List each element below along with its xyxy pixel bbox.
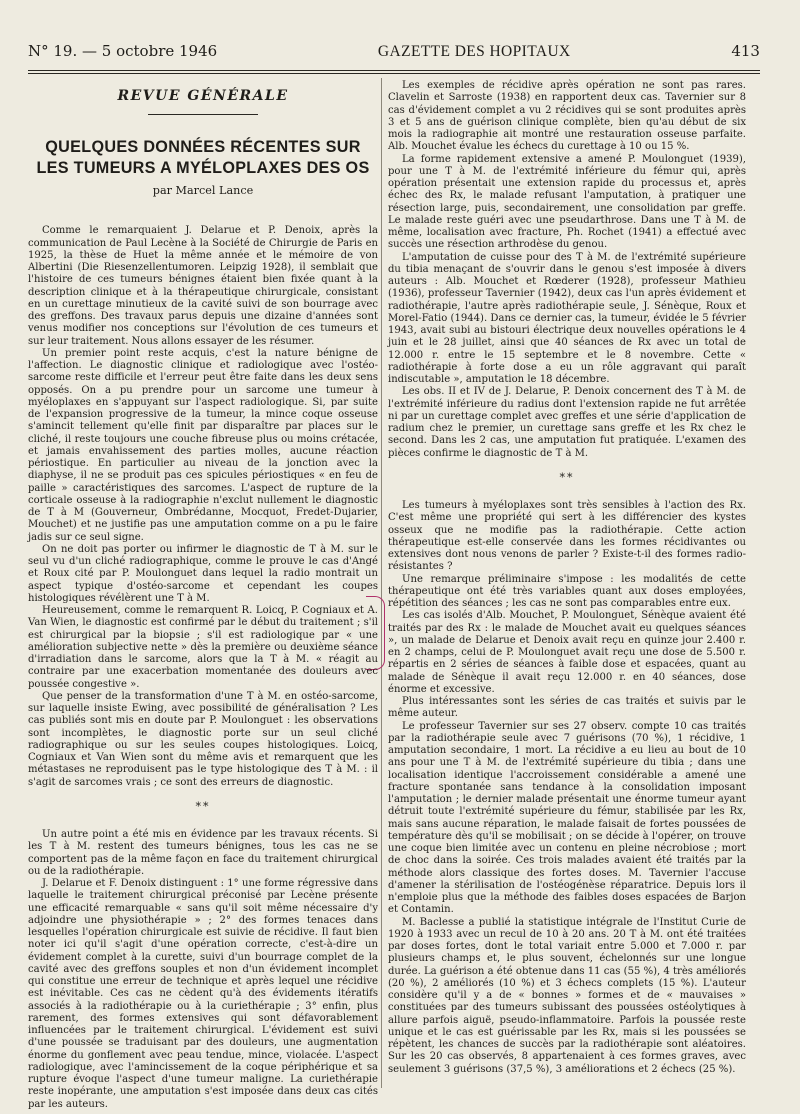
left-text-block-1 <box>28 225 378 789</box>
paragraph: J. Delarue et F. Denoix distinguent : 1° une forme régressive dans laquelle le traitement chirurgical préconisé par Lecène présente une efficacité remarquable « sans qu'il soit même nécessaire d'y adjoindre une physiothérapie » ; 2° des formes tenaces dans lesquelles l'opération chirurgicale est suivie de récidive. Il faut bien noter ici qu'il s'agit d'une opération correcte, c'est-à-dire un évidement complet à la curette, suivi d'un bourrage complet de la cavité avec des greffons souples et non d'un évidement incomplet qui constitue une erreur de technique et après lequel une récidive est inévitable. Ces cas ne cèdent qu'à des évidements itératifs associés à la radiothérapie ou à la curiethérapie ; 3° enfin, plus rarement, des formes extensives qui sont défavorablement influencées par le traitement chirurgical. L'évidement est suivi d'une poussée se traduisant par des douleurs, une augmentation énorme du gonflement avec peau tendue, mince, violacée. L'aspect radiologique, avec l'amincissement de la coque périphérique et sa rupture évoque l'aspect d'une tumeur maligne. La curiethérapie reste inopérante, une amputation s'est imposée dans deux cas cités par les auteurs. <box>28 878 378 1110</box>
paragraph: Les tumeurs à myéloplaxes sont très sensibles à l'action des Rx. C'est même une propriété qui sert à les différencier des kystes osseux que ne modifie pas la radiothérapie. Cette action thérapeutique est-elle conservée dans les formes récidivantes ou extensives dont nous venons de parler ? Existe-t-il des formes radio-résistantes ? <box>388 500 746 573</box>
paragraph: Les cas isolés d'Alb. Mouchet, P. Moulonguet, Sénèque avaient été traités par des Rx : le malade de Mouchet avait eu quelques séances », un malade de Delarue et Denoix avait reçu en quinze jour 2.400 r. en 2 champs, celui de P. Moulonguet avait reçu une dose de 5.500 r. répartis en 2 séries de séances à faible dose et espacées, quant au malade de Sénèque il avait reçu 12.000 r. en 40 séances, dose énorme et excessive. <box>388 610 746 695</box>
paragraph: Que penser de la transformation d'une T à M. en ostéo-sarcome, sur laquelle insiste Ewing, avec possibilité de généralisation ? Les cas publiés sont mis en doute par P. Moulonguet : les observations sont incomplètes, le diagnostic porte sur un seul cliché radiographique ou sur les seules coupes histologiques. Loicq, Cogniaux et Van Wien sont du même avis et remarquent que les métastases ne reproduisent pas le type histologique des T à M. : il s'agit de sarcomes vrais ; ce sont des erreurs de diagnostic. <box>28 690 378 788</box>
paragraph: M. Baclesse a publié la statistique intégrale de l'Institut Curie de 1920 à 1933 avec un recul de 10 à 20 ans. 20 T à M. ont été traitées par doses fortes, dont le total variait entre 5.000 et 7.000 r. par plusieurs champs et, le plus souvent, échelonnés sur une longue durée. La guérison a été obtenue dans 11 cas (55 %), 4 très améliorés (20 %), 2 améliorés (10 %) et 3 échecs complets (15 %). L'auteur considère qu'il y a de « bonnes » formes et de « mauvaises » constituées par des tumeurs subissant des poussées ostéolytiques à allure parfois aiguë, pseudo-inflammatoire. Parfois la poussée reste unique et le cas est guérissable par les Rx, mais si les poussées se répètent, les chances de succès par la radiothérapie sont aléatoires. Sur les 20 cas observés, 8 appartenaient à ces formes graves, avec seulement 3 guérisons (37,5 %), 3 améliorations et 2 échecs (25 %). <box>388 916 746 1075</box>
paragraph: Le professeur Tavernier sur ses 27 observ. compte 10 cas traités par la radiothérapie seule avec 7 guérisons (70 %), 1 récidive, 1 amputation secondaire, 1 mort. La récidive a eu lieu au bout de 10 ans pour une T à M. de l'extrémité supérieure du tibia ; dans une localisation identique l'accroissement considérable a amené une fracture spontanée sans tendance à la consolidation imposant l'amputation ; le dernier malade présentait une énorme tumeur ayant détruit toute l'extrémité supérieure du fémur, stabilisée par les Rx, mais sans aucune réparation, le malade faisait de fortes poussées de température dès qu'il se mobilisait ; on se décide à l'opérer, on trouve une coque bien limitée avec un contenu en pleine nécrobiose ; mort de choc dans la soirée. Ces trois malades avaient été traités par la méthode alors classique des fortes doses. M. Tavernier l'accuse d'amener la stérilisation de l'ostéogénèse réparatrice. Depuis lors il n'emploie plus que la méthode des faibles doses espacées de Barjon et Contamin. <box>388 720 746 916</box>
paragraph: Un premier point reste acquis, c'est la nature bénigne de l'affection. Le diagnostic clinique et radiologique avec l'ostéo-sarcome reste difficile et l'erreur peut être faite dans les deux sens opposés. On a pu prendre pour un sarcome une tumeur à myéloplaxes en s'appuyant sur l'aspect radiologique. Si, par suite de l'expansion progressive de la tumeur, la mince coque osseuse s'amincit tellement qu'elle finit par disparaître par places sur le cliché, il reste toujours une couche fibreuse plus ou moins crétacée, et jamais envahissement des parties molles, aucune réaction périostique. En particulier au niveau de la jonction avec la diaphyse, il ne se produit pas ces spicules périostiques « en feu de paille » caractéristiques des sarcomes. L'aspect de rupture de la corticale osseuse à la radiographie n'exclut nullement le diagnostic de T à M (Gouverneur, Ombrédanne, Mocquot, Fredet-Dujarier, Mouchet) et ne justifie pas une amputation comme on a pu le faire jadis sur ce seul signe. <box>28 347 378 543</box>
paragraph: On ne doit pas porter ou infirmer le diagnostic de T à M. sur le seul vu d'un cliché radiographique, comme le prouve le cas d'Angé et Roux cité par P. Moulonguet dans lequel la radio montrait un aspect typique d'ostéo-sarcome et cependant les coupes histologiques révélèrent une T à M. <box>28 543 378 604</box>
running-header <box>28 42 760 72</box>
left-text-block-2 <box>28 829 378 1111</box>
journal-title: GAZETTE DES HOPITAUX <box>377 43 571 60</box>
paragraph: Les exemples de récidive après opération ne sont pas rares. Clavelin et Sarroste (1938) en rapportent deux cas. Tavernier sur 8 cas d'évidement complet a vu 2 récidives qui se sont produites après 3 et 5 ans de guérison clinique complète, bien qu'au début de six mois la radiographie ait montré une restauration osseuse parfaite. Alb. Mouchet évalue les échecs du curettage à 10 ou 15 %. <box>388 80 746 153</box>
section-separator: ** <box>195 799 211 813</box>
column-divider <box>381 78 382 1088</box>
right-column <box>388 80 746 1076</box>
right-text-block-1 <box>388 80 746 460</box>
header-rule-double <box>28 73 760 74</box>
header-rule <box>28 70 760 71</box>
section-rubric: REVUE GÉNÉRALE <box>117 88 289 104</box>
right-text-block-2 <box>388 500 746 1076</box>
page-number: 413 <box>731 42 760 60</box>
paragraph: Une remarque préliminaire s'impose : les modalités de cette thérapeutique ont été très variables quant aux doses employées, répétition des séances ; les cas ne sont pas comparables entre eux. <box>388 573 746 609</box>
issue-date: N° 19. — 5 octobre 1946 <box>28 42 218 60</box>
paragraph: Comme le remarquaient J. Delarue et P. Denoix, après la communication de Paul Lecène à la Société de Chirurgie de Paris en 1925, la thèse de Huet la même année et le mémoire de von Albertini (Die Riesenzellentumoren. Leipzig 1928), il semblait que l'histoire de ces tumeurs bénignes étaient bien fixée quant à la description clinique et à la thérapeutique chirurgicale, consistant en un curettage minutieux de la cavité suivi de son bourrage avec des greffons. Des travaux parus depuis une dizaine d'années sont venus modifier nos conceptions sur l'évolution de ces tumeurs et sur leur traitement. Nous allons essayer de les résumer. <box>28 225 378 347</box>
paragraph: Plus intéressantes sont les séries de cas traités et suivis par le même auteur. <box>388 696 746 720</box>
paragraph: L'amputation de cuisse pour des T à M. de l'extrémité supérieure du tibia menaçant de s'ouvrir dans le genou s'est imposée à divers auteurs : Alb. Mouchet et Rœderer (1928), professeur Mathieu (1936), professeur Tavernier (1942), deux cas l'un après évidement et radiothérapie, l'autre après radiothérapie seule, J. Sénèque, Roux et Morel-Fatio (1944). Dans ce dernier cas, la tumeur, évidée le 5 février 1943, avait subi au bistouri électrique deux nouvelles opérations le 4 juin et le 28 juillet, ainsi que 40 séances de Rx avec un total de 12.000 r. entre le 15 septembre et le 8 novembre. Cette « radiothérapie à forte dose a eu un rôle aggravant qui paraît indiscutable », amputation le 18 décembre. <box>388 251 746 385</box>
paragraph: Heureusement, comme le remarquent R. Loicq, P. Cogniaux et A. Van Wien, le diagnostic est confirmé par le début du traitement ; s'il est chirurgical par la biopsie ; s'il est radiologique par « une amélioration subjective nette » dès la première ou deuxième séance d'irradiation dans le sarcome, alors que la T à M. « réagit au contraire par une exacerbation momentanée des douleurs avec poussée congestive ». <box>28 605 378 690</box>
article-title: QUELQUES DONNÉES RÉCENTES SUR LES TUMEURS A MYÉLOPLAXES DES OS <box>36 138 370 177</box>
left-column <box>28 82 378 1111</box>
paragraph: La forme rapidement extensive a amené P. Moulonguet (1939), pour une T à M. de l'extrémité inférieure du fémur qui, après opération présentait une extension rapide du processus et, après échec des Rx, le malade refusant l'amputation, à pratiquer une résection large, puis, secondairement, une consolidation par greffe. Le malade reste guéri avec une pseudarthrose. Dans une T à M. de même, localisation avec fracture, Ph. Rochet (1941) a effectué avec succès une résection arthrodèse du genou. <box>388 153 746 251</box>
paragraph: Les obs. II et IV de J. Delarue, P. Denoix concernent des T à M. de l'extrémité inférieure du radius dont l'extension rapide ne fut arrêtée ni par un curettage complet avec greffes et une série d'application de radium chez le premier, un curettage sans greffe et les Rx chez le second. Dans les 2 cas, une amputation fut pratiquée. L'examen des pièces confirme le diagnostic de T à M. <box>388 386 746 459</box>
article-byline: par Marcel Lance <box>152 184 254 197</box>
section-separator: ** <box>559 470 575 484</box>
rubric-underline <box>148 114 258 115</box>
paragraph: Un autre point a été mis en évidence par les travaux récents. Si les T à M. restent des tumeurs bénignes, tous les cas ne se comportent pas de la même façon en face du traitement chirurgical ou de la radiothérapie. <box>28 829 378 877</box>
